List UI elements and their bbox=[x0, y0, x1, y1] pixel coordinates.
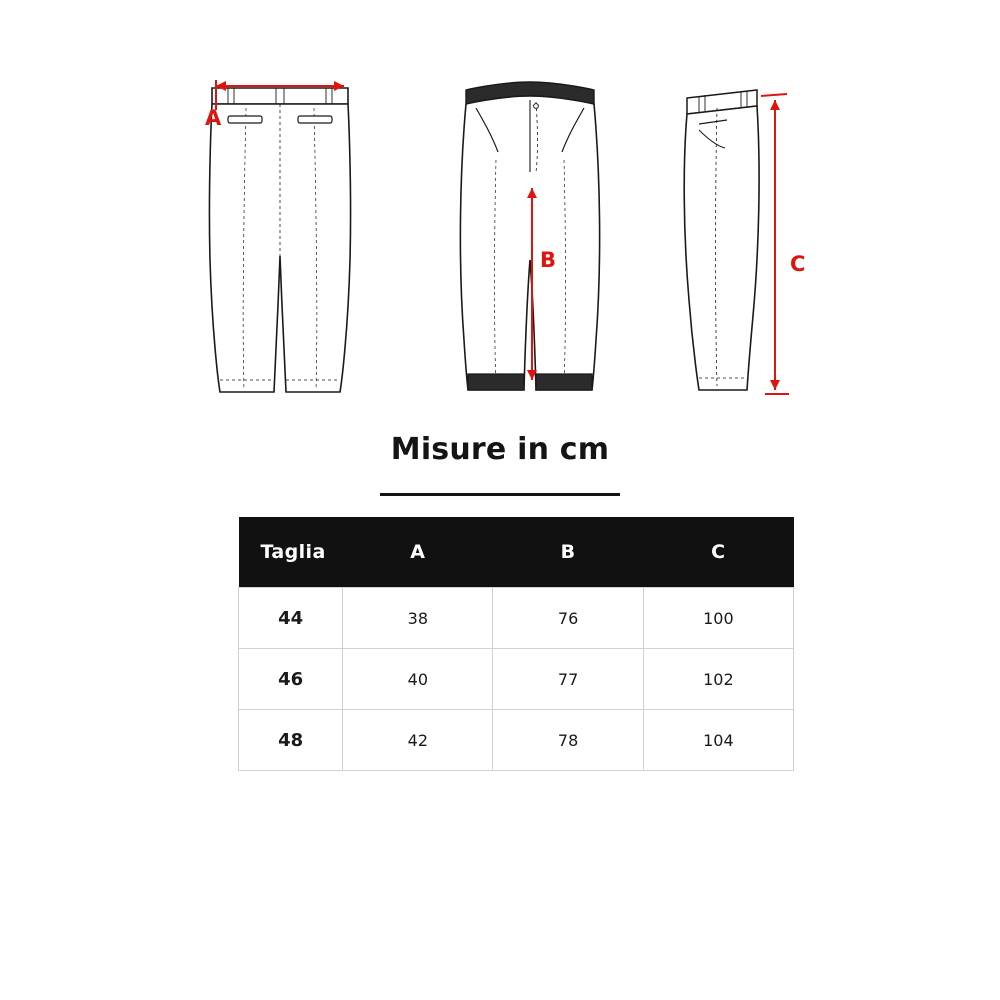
size-table bbox=[238, 517, 794, 771]
cell-c: 102 bbox=[643, 649, 793, 710]
table-row bbox=[239, 649, 794, 710]
cell-size: 48 bbox=[239, 710, 343, 771]
dimension-label-b: B bbox=[540, 248, 557, 272]
table-header-row bbox=[239, 517, 794, 588]
cell-b: 77 bbox=[493, 649, 643, 710]
cell-c: 104 bbox=[643, 710, 793, 771]
cell-c: 100 bbox=[643, 588, 793, 649]
illustration-group bbox=[0, 60, 1000, 420]
cell-b: 78 bbox=[493, 710, 643, 771]
cell-size: 44 bbox=[239, 588, 343, 649]
column-header-size: Taglia bbox=[239, 517, 343, 588]
column-header-c: C bbox=[643, 517, 793, 588]
column-header-a: A bbox=[343, 517, 493, 588]
cell-a: 38 bbox=[343, 588, 493, 649]
table-row bbox=[239, 710, 794, 771]
title-block bbox=[0, 432, 1000, 496]
trousers-side-view-icon bbox=[665, 60, 825, 400]
size-table-container bbox=[238, 517, 794, 771]
cell-size: 46 bbox=[239, 649, 343, 710]
column-header-b: B bbox=[493, 517, 643, 588]
cell-a: 40 bbox=[343, 649, 493, 710]
dimension-label-a: A bbox=[205, 106, 222, 130]
cell-b: 76 bbox=[493, 588, 643, 649]
dimension-label-c: C bbox=[790, 252, 806, 276]
cell-a: 42 bbox=[343, 710, 493, 771]
table-row bbox=[239, 588, 794, 649]
trousers-back-view-icon bbox=[440, 60, 620, 400]
title-divider bbox=[380, 493, 620, 496]
page-title: Misure in cm bbox=[390, 432, 610, 467]
